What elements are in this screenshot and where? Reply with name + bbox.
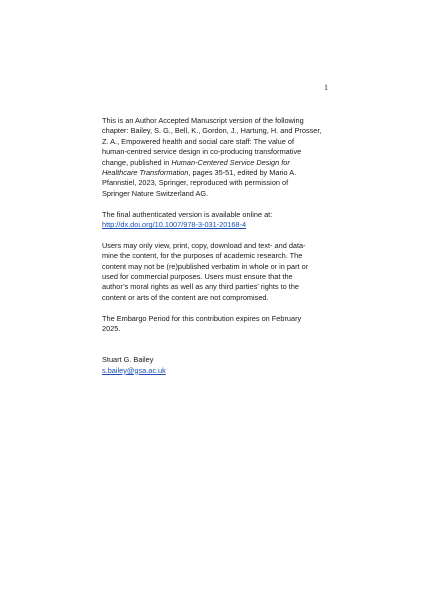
document-body — [102, 116, 342, 376]
paragraph-spacer — [102, 303, 342, 313]
doi-link[interactable]: http://dx.doi.org/10.1007/978-3-031-20168-4 — [102, 220, 247, 230]
usage-line: used for commercial purposes. Users must ensure that the — [102, 272, 293, 282]
book-title: Healthcare Transformation — [102, 168, 189, 178]
citation-paragraph — [102, 116, 342, 199]
contact-block — [102, 355, 342, 376]
embargo-line: 2025. — [102, 324, 121, 334]
page-number: 1 — [324, 83, 328, 92]
citation-line: Pfannstiel, 2023, Springer, reproduced with permission of — [102, 178, 289, 188]
author-name: Stuart G. Bailey — [102, 355, 154, 365]
version-paragraph — [102, 210, 342, 231]
citation-line: chapter: Bailey, S. G., Bell, K., Gordon, J., Hartung, H. and Prosser, — [102, 126, 322, 136]
usage-line: content or arts of the content are not compromised. — [102, 292, 269, 302]
paragraph-spacer — [102, 334, 342, 355]
citation-line — [102, 168, 342, 178]
citation-text: change, published in — [102, 157, 172, 167]
citation-line: human-centred service design in co-producing transformative — [102, 147, 302, 157]
usage-line: content may not be (re)published verbatim in whole or in part or — [102, 261, 309, 271]
citation-text: , pages 35-51, edited by Mario A. — [188, 168, 297, 178]
citation-line — [102, 158, 342, 168]
book-title: Human-Centered Service Design for — [171, 157, 290, 167]
paragraph-spacer — [102, 199, 342, 209]
author-email-link[interactable]: s.bailey@gsa.ac.uk — [102, 365, 166, 375]
paragraph-spacer — [102, 230, 342, 240]
version-text: The final authenticated version is available online at: — [102, 209, 273, 219]
usage-paragraph — [102, 241, 342, 303]
embargo-line: The Embargo Period for this contribution expires on February — [102, 313, 302, 323]
embargo-paragraph — [102, 314, 342, 335]
usage-line: author’s moral rights as well as any third parties’ rights to the — [102, 282, 300, 292]
usage-line: Users may only view, print, copy, download and text- and data- — [102, 240, 306, 250]
citation-line: This is an Author Accepted Manuscript version of the following — [102, 116, 304, 125]
usage-line: mine the content, for the purposes of academic research. The — [102, 251, 303, 261]
citation-line: Springer Nature Switzerland AG. — [102, 188, 209, 198]
citation-line: Z. A., Empowered health and social care staff: The value of — [102, 136, 294, 146]
